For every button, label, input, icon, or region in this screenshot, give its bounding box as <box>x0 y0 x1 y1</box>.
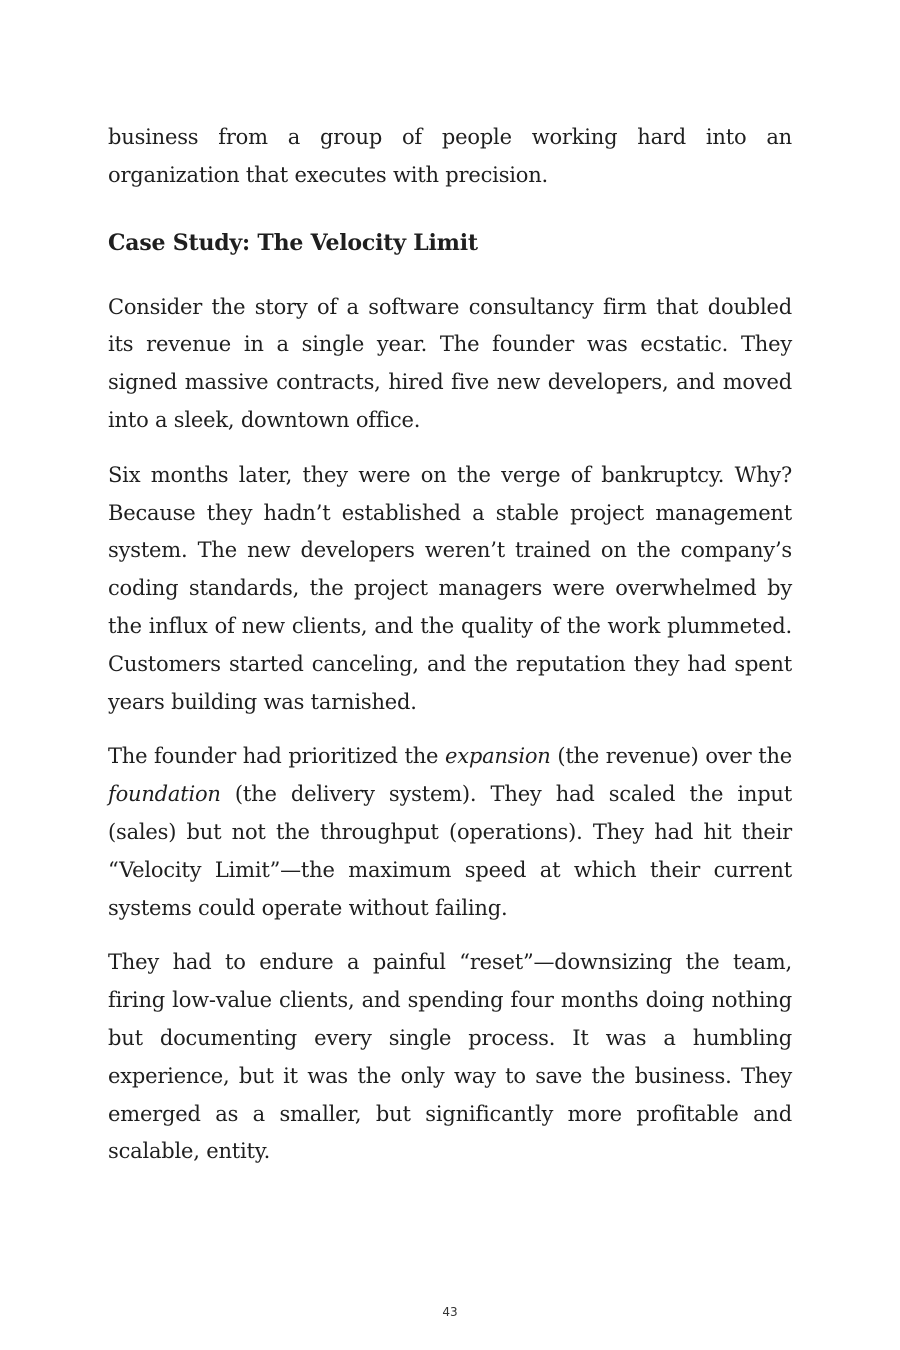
emphasis-expansion: expansion <box>445 744 551 769</box>
paragraph-3-text-1: The founder had prioritized the <box>108 744 445 769</box>
paragraph-4: They had to endure a painful “reset”—downsizing the team, firing low-value clients, and spending four months doing nothing but documenting every single process. It was a humbling experience, but it was the only way to save the business. They emerged as a smaller, but significantly more profitable and scalable, entity. <box>108 950 792 1164</box>
paragraph-3 <box>108 738 792 927</box>
paragraph-3-text-3: (the delivery system). They had scaled the input (sales) but not the throughput (operations). They had hit their “Velocity Limit”—the maximum speed at which their current systems could operate without failing. <box>108 782 792 920</box>
page-number: 43 <box>442 1305 458 1319</box>
paragraph-1: Consider the story of a software consultancy firm that doubled its revenue in a single year. The founder was ecstatic. They signed massive contracts, hired five new developers, and moved into a sleek, downtown office. <box>108 294 792 432</box>
section-heading: Case Study: The Velocity Limit <box>108 229 478 256</box>
lead-paragraph: business from a group of people working hard into an organization that executes with precision. <box>108 125 792 187</box>
page-body <box>108 119 792 1171</box>
paragraph-3-text-2: (the revenue) over the <box>550 744 792 769</box>
paragraph-2: Six months later, they were on the verge of bankruptcy. Why? Because they hadn’t established a stable project management system. The new developers weren’t trained on the company’s coding standards, the project managers were overwhelmed by the influx of new clients, and the quality of the work plummeted. Customers started canceling, and the reputation they had spent years building was tarnished. <box>108 462 792 714</box>
emphasis-foundation: foundation <box>108 782 221 807</box>
